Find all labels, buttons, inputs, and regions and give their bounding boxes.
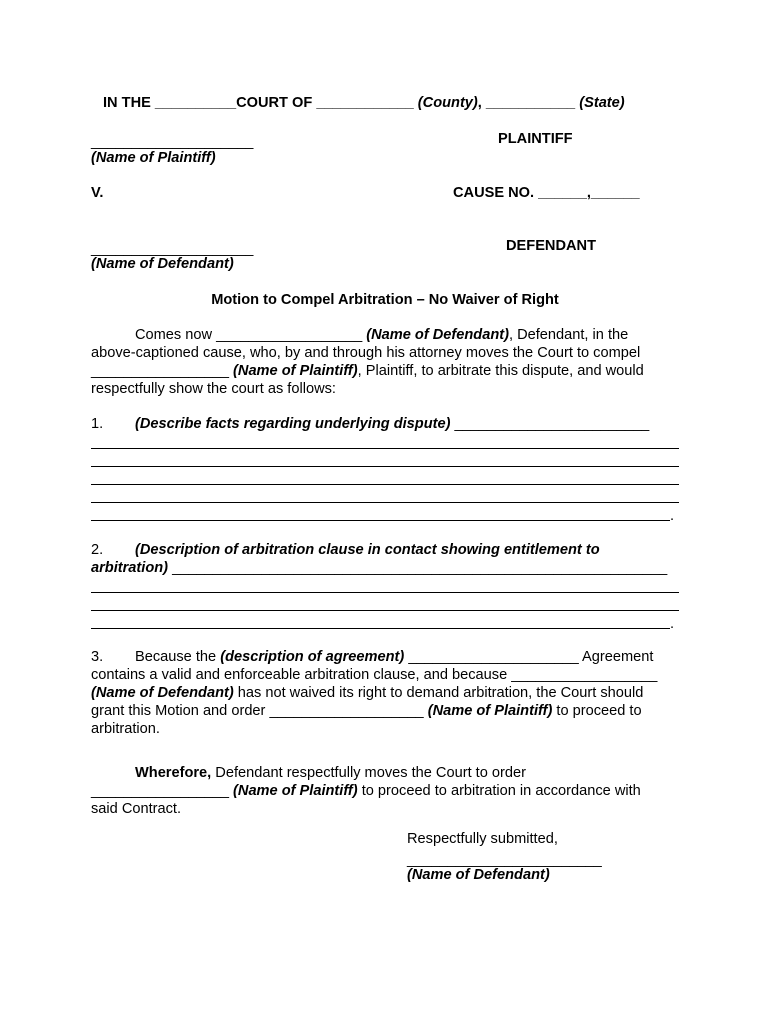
p3-number: 3. — [91, 649, 104, 665]
state-label: (State) — [579, 95, 625, 111]
plaintiff-name: (Name of Plaintiff) — [91, 150, 216, 166]
p1-rule — [91, 520, 670, 521]
p3-text: to proceed to — [552, 703, 642, 719]
p1-blank: ________________________ — [450, 416, 650, 432]
p3-text: has not waived its right to demand arbitration, the Court should — [233, 685, 644, 701]
defendant-blank: ____________________ — [91, 241, 254, 257]
county-label: (County) — [417, 95, 478, 111]
wherefore-line-2 — [91, 782, 641, 800]
p3-agreement-label: (description of agreement) — [220, 649, 405, 665]
wherefore-text: Defendant respectfully moves the Court to order — [211, 765, 526, 781]
intro-line-2: above-captioned cause, who, by and through his attorney moves the Court to compel — [91, 345, 641, 361]
court-blank: __________ — [154, 95, 237, 111]
court-name-blank: ____________ — [316, 95, 414, 111]
p1-label: (Describe facts regarding underlying dispute) — [135, 416, 451, 432]
p3-line-4 — [91, 702, 642, 720]
cause-number: CAUSE NO. ______,______ — [453, 185, 640, 201]
plaintiff-label: PLAINTIFF — [498, 131, 573, 147]
wherefore-plaintiff-name: (Name of Plaintiff) — [233, 783, 358, 799]
intro-line-4: respectfully show the court as follows: — [91, 381, 336, 397]
intro-line-1 — [135, 326, 628, 344]
plaintiff-blank: ____________________ — [91, 134, 254, 150]
p2-rule — [91, 610, 679, 611]
p2-label-line-1: (Description of arbitration clause in contact showing entitlement to — [135, 542, 600, 558]
p2-label: arbitration) — [91, 560, 169, 576]
signature-name: (Name of Defendant) — [407, 867, 550, 883]
p3-line-2: contains a valid and enforceable arbitration clause, and because __________________ — [91, 667, 658, 683]
wherefore-label: Wherefore, — [135, 765, 212, 781]
intro-text: _________________ — [91, 363, 234, 379]
intro-line-3 — [91, 362, 644, 380]
intro-plaintiff-name: (Name of Plaintiff) — [233, 363, 358, 379]
court-of: COURT OF — [236, 95, 317, 111]
document-title: Motion to Compel Arbitration – No Waiver of Right — [211, 292, 559, 308]
state-blank: ___________ — [485, 95, 576, 111]
comma: , — [477, 95, 486, 111]
intro-text: Comes now __________________ — [135, 327, 367, 343]
wherefore-blank: _________________ — [91, 783, 234, 799]
p3-plaintiff-name: (Name of Plaintiff) — [427, 703, 553, 719]
p3-line-1 — [135, 648, 653, 666]
p2-number: 2. — [91, 542, 104, 558]
versus: V. — [91, 185, 104, 201]
p1-number: 1. — [91, 416, 104, 432]
intro-text: , Defendant, in the — [508, 327, 629, 343]
p3-line-3 — [91, 684, 643, 702]
p2-rule — [91, 592, 679, 593]
p2-line-2 — [91, 559, 667, 577]
p1-rule — [91, 502, 679, 503]
p3-defendant-name: (Name of Defendant) — [91, 685, 234, 701]
p1-period: . — [670, 508, 675, 524]
signature-blank: ________________________ — [407, 852, 602, 868]
p3-line-5: arbitration. — [91, 721, 160, 737]
wherefore-line-1 — [135, 764, 526, 782]
wherefore-line-3: said Contract. — [91, 801, 182, 817]
p2-period: . — [670, 616, 675, 632]
defendant-label: DEFENDANT — [506, 238, 596, 254]
p1-rule — [91, 448, 679, 449]
p3-text: _____________________ Agreement — [404, 649, 654, 665]
p2-blank: _____________________________________________________________ — [168, 560, 668, 576]
p3-text: Because the — [135, 649, 221, 665]
defendant-name: (Name of Defendant) — [91, 256, 234, 272]
p1-rule — [91, 466, 679, 467]
wherefore-text: to proceed to arbitration in accordance with — [357, 783, 641, 799]
p3-text: grant this Motion and order ___________________ — [91, 703, 428, 719]
p1-rule — [91, 484, 679, 485]
intro-defendant-name: (Name of Defendant) — [366, 327, 509, 343]
p2-rule — [91, 628, 670, 629]
in-the: IN THE — [103, 95, 155, 111]
closing: Respectfully submitted, — [407, 831, 558, 847]
intro-text: , Plaintiff, to arbitrate this dispute, and would — [357, 363, 644, 379]
p1-line-1 — [135, 415, 649, 433]
court-line — [103, 94, 625, 112]
